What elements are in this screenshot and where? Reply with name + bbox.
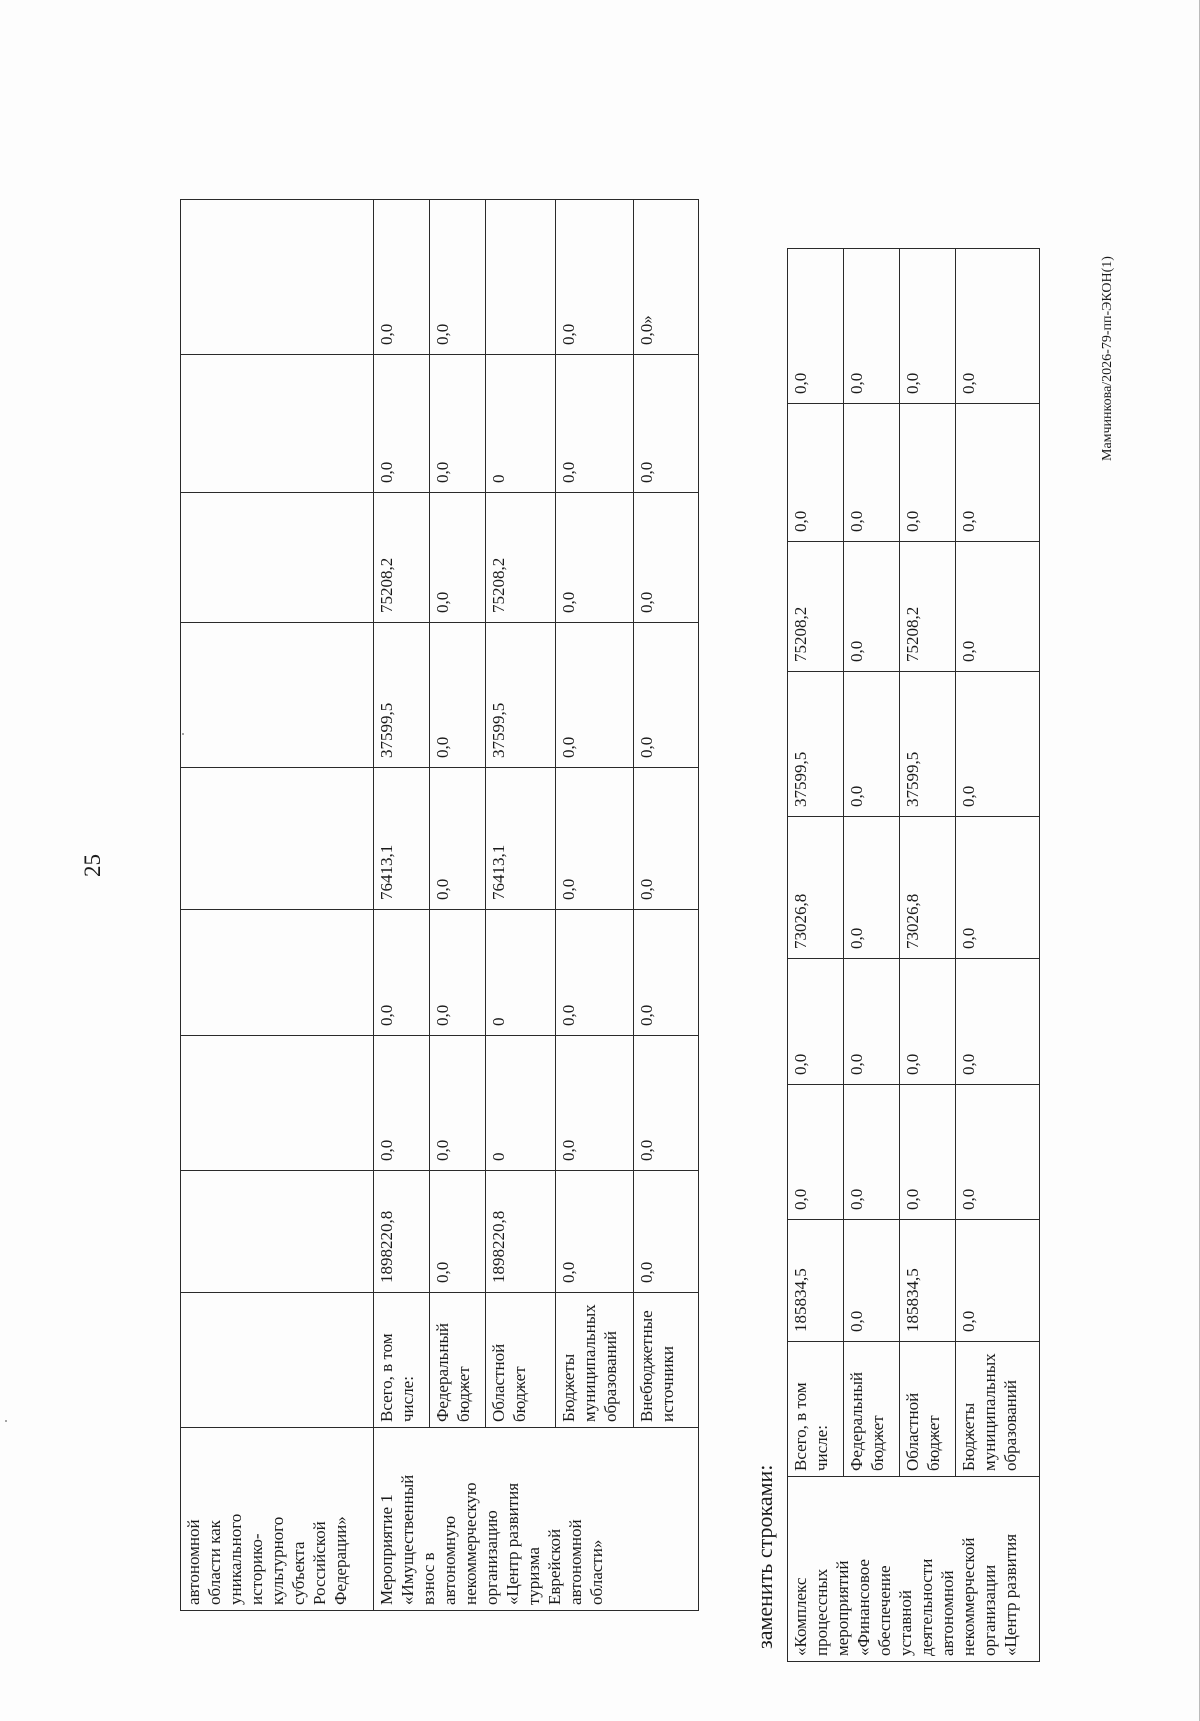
table-row — [956, 249, 1040, 1662]
table-row — [634, 200, 699, 1611]
source-cell: Бюджеты муниципальных образований — [556, 1293, 634, 1428]
empty-cell — [181, 1036, 374, 1171]
value-cell: 0,0 — [374, 200, 430, 355]
value-cell: 1898220,8 — [374, 1171, 430, 1293]
empty-cell — [181, 493, 374, 623]
value-cell: 0,0 — [844, 249, 900, 404]
value-cell: 0,0 — [788, 404, 844, 542]
value-cell: 0,0 — [844, 672, 900, 817]
source-cell: Внебюджетные источники — [634, 1293, 699, 1428]
value-cell: 0,0 — [956, 404, 1040, 542]
value-cell: 0,0 — [430, 493, 486, 623]
value-cell: 0,0 — [956, 1085, 1040, 1220]
value-cell: 0,0 — [844, 817, 900, 959]
value-cell: 0,0 — [556, 768, 634, 910]
value-cell: 0,0 — [556, 910, 634, 1036]
empty-cell — [181, 1293, 374, 1428]
source-cell: Областной бюджет — [486, 1293, 556, 1428]
table-row — [181, 200, 374, 1611]
value-cell: 0,0 — [556, 355, 634, 493]
program-name-cell: автономной области как уникального историко- культурного субъекта Российской Федерации» — [181, 1428, 374, 1611]
value-cell: 0,0 — [430, 200, 486, 355]
value-cell: 0,0 — [430, 910, 486, 1036]
table-row — [788, 249, 844, 1662]
value-cell: 0,0 — [900, 959, 956, 1085]
table-row — [486, 200, 556, 1611]
replace-label: заменить строками: — [752, 1464, 777, 1649]
value-cell: 185834,5 — [788, 1220, 844, 1342]
table-row — [430, 200, 486, 1611]
value-cell: 76413,1 — [374, 768, 430, 910]
value-cell — [486, 200, 556, 355]
value-cell: 0,0 — [844, 959, 900, 1085]
value-cell: 0,0 — [900, 404, 956, 542]
value-cell: 0,0 — [900, 249, 956, 404]
value-cell: 0,0 — [634, 355, 699, 493]
value-cell: 0,0 — [556, 1171, 634, 1293]
value-cell: 37599,5 — [788, 672, 844, 817]
value-cell: 0,0 — [634, 910, 699, 1036]
value-cell: 75208,2 — [788, 542, 844, 672]
lower-table — [787, 248, 1040, 1662]
value-cell: 0,0 — [956, 672, 1040, 817]
value-cell: 0,0 — [634, 493, 699, 623]
upper-table — [180, 199, 699, 1611]
table-row — [556, 200, 634, 1611]
value-cell: 0,0 — [788, 959, 844, 1085]
value-cell: 0,0 — [844, 1085, 900, 1220]
value-cell: 75208,2 — [486, 493, 556, 623]
footer-document-code: Мамчинкова/2026-79-пп-ЭКОН(1) — [1100, 256, 1115, 461]
value-cell: 37599,5 — [374, 623, 430, 768]
value-cell: 0,0 — [900, 1085, 956, 1220]
value-cell: 0,0 — [956, 1220, 1040, 1342]
event-name-cell: Мероприятие 1 «Имущественный взнос в автономную некоммерческую организацию «Центр развития туризма Еврейской автономной области» — [374, 1428, 699, 1611]
source-cell: Всего, в том числе: — [374, 1293, 430, 1428]
empty-cell — [181, 355, 374, 493]
value-cell: 0 — [486, 1036, 556, 1171]
value-cell: 0,0 — [956, 959, 1040, 1085]
value-cell: 0,0 — [956, 542, 1040, 672]
value-cell: 0,0 — [556, 1036, 634, 1171]
value-cell: 0,0 — [374, 1036, 430, 1171]
value-cell: 75208,2 — [374, 493, 430, 623]
value-cell: 0,0 — [430, 768, 486, 910]
value-cell: 0,0» — [634, 200, 699, 355]
value-cell: 73026,8 — [900, 817, 956, 959]
value-cell: 0,0 — [788, 249, 844, 404]
value-cell: 0,0 — [788, 1085, 844, 1220]
value-cell: 0,0 — [844, 404, 900, 542]
value-cell: 0,0 — [430, 1171, 486, 1293]
value-cell: 185834,5 — [900, 1220, 956, 1342]
source-cell: Всего, в том числе: — [788, 1342, 844, 1477]
event-name-cell: «Комплекс процессных мероприятий «Финансовое обеспечение уставной деятельности автономной некоммерческой организации «Центр развития — [788, 1477, 1040, 1662]
empty-cell — [181, 200, 374, 355]
value-cell: 73026,8 — [788, 817, 844, 959]
source-cell: Бюджеты муниципальных образований — [956, 1342, 1040, 1477]
value-cell: 0,0 — [844, 1220, 900, 1342]
page-number: 25 — [80, 854, 105, 877]
value-cell: 0,0 — [556, 200, 634, 355]
value-cell: 0,0 — [634, 768, 699, 910]
value-cell: 0,0 — [430, 623, 486, 768]
empty-cell — [181, 768, 374, 910]
value-cell: 0 — [486, 910, 556, 1036]
value-cell: 0,0 — [430, 355, 486, 493]
value-cell: 37599,5 — [900, 672, 956, 817]
value-cell: 0,0 — [374, 910, 430, 1036]
value-cell: 0,0 — [430, 1036, 486, 1171]
value-cell: 76413,1 — [486, 768, 556, 910]
table-row — [900, 249, 956, 1662]
value-cell: 0,0 — [556, 623, 634, 768]
table-row — [374, 200, 430, 1611]
value-cell: 0,0 — [956, 817, 1040, 959]
value-cell: 37599,5 — [486, 623, 556, 768]
table-row — [844, 249, 900, 1662]
value-cell: 0,0 — [634, 623, 699, 768]
value-cell: 0,0 — [374, 355, 430, 493]
value-cell: 0,0 — [844, 542, 900, 672]
value-cell: 75208,2 — [900, 542, 956, 672]
value-cell: 0,0 — [956, 249, 1040, 404]
source-cell: Федеральный бюджет — [844, 1342, 900, 1477]
value-cell: 0 — [486, 355, 556, 493]
source-cell: Федеральный бюджет — [430, 1293, 486, 1428]
value-cell: 0,0 — [634, 1036, 699, 1171]
empty-cell — [181, 910, 374, 1036]
empty-cell — [181, 623, 374, 768]
value-cell: 0,0 — [556, 493, 634, 623]
value-cell: 0,0 — [634, 1171, 699, 1293]
empty-cell — [181, 1171, 374, 1293]
value-cell: 1898220,8 — [486, 1171, 556, 1293]
source-cell: Областной бюджет — [900, 1342, 956, 1477]
